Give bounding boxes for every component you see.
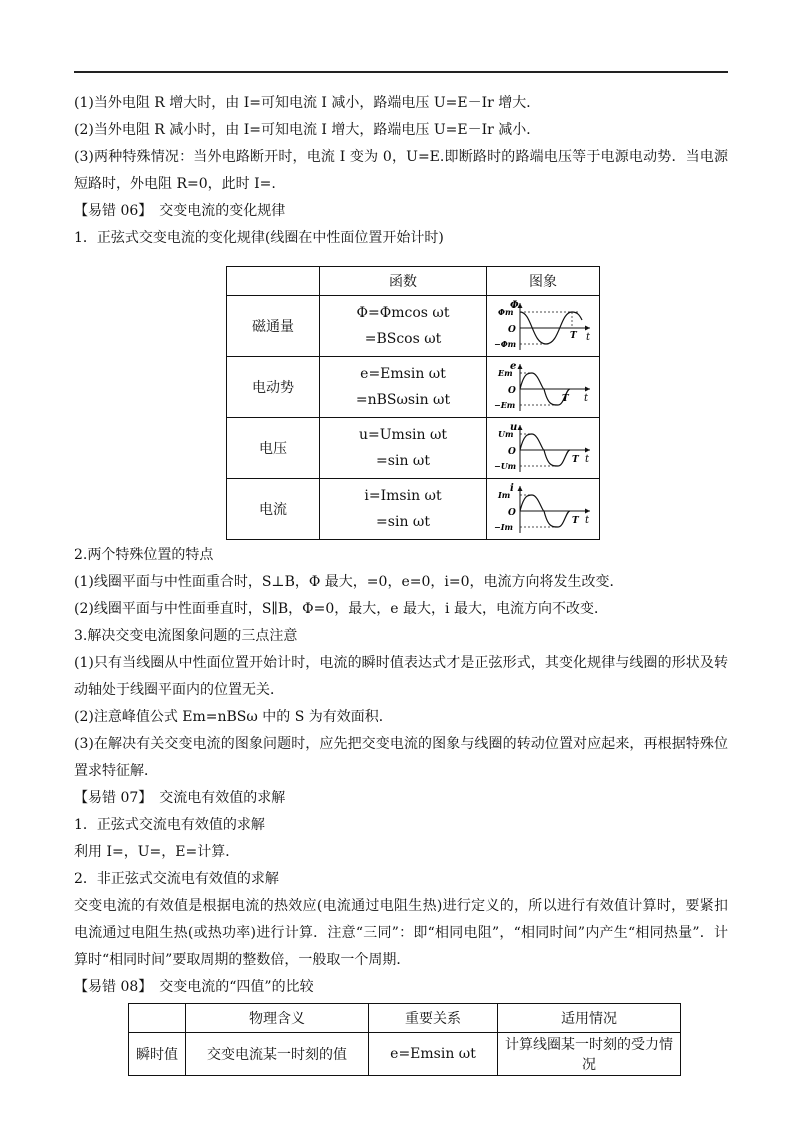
section-heading-06: 【易错 06】 交变电流的变化规律	[74, 203, 286, 219]
period-label: T	[572, 455, 579, 465]
cosine-graph	[492, 300, 594, 352]
para-note-3: (3)在解决有关交变电流的图象问题时，应先把交变电流的图象与线圈的转动位置对应起来，再根据特殊位置求特征解．	[74, 736, 728, 779]
table-header-cell	[227, 267, 320, 296]
sine-graph	[492, 422, 594, 474]
table-cell: 计算线圈某一时刻的受力情况	[498, 1033, 681, 1076]
peak-label: Um	[498, 429, 514, 439]
table-row	[227, 479, 600, 540]
period-label: T	[570, 331, 577, 341]
para-note-1: (1)只有当线圈从中性面位置开始计时，电流的瞬时值表达式才是正弦形式，其变化规律与线圈的形状及转动轴处于线圈平面内的位置无关．	[74, 655, 728, 698]
subheading-sine-rms: 1．正弦式交流电有效值的求解	[74, 817, 265, 833]
time-label: t	[586, 332, 591, 343]
period-label: T	[572, 516, 579, 526]
trough-label: −Im	[494, 522, 513, 532]
origin-label: O	[508, 325, 516, 335]
time-label: t	[584, 393, 589, 404]
peak-label: Em	[498, 368, 513, 378]
section-heading-08: 【易错 08】 交变电流的“四值”的比较	[74, 979, 314, 995]
sine-law-table	[226, 266, 600, 540]
table-row	[227, 357, 600, 418]
time-label: t	[585, 454, 590, 465]
trough-label: −Um	[494, 461, 517, 471]
subheading-sine-law: 1．正弦式交变电流的变化规律(线圈在中性面位置开始计时)	[74, 230, 444, 246]
period-label: T	[562, 394, 569, 404]
table-header-row	[227, 267, 600, 296]
formula-line: u=Umsin ωt	[359, 427, 447, 443]
function-cell	[320, 357, 487, 418]
axis-label: e	[510, 361, 517, 372]
table-header-cell: 适用情况	[498, 1004, 681, 1033]
formula-line: i=Imsin ωt	[364, 488, 442, 504]
para-nonsine-rms: 交变电流的有效值是根据电流的热效应(电流通过电阻生热)进行定义的，所以进行有效值计算时，要紧扣电流通过电阻生热(或热功率)进行计算．注意“三同”：即“相同电阻”，“相同时间”内产生“相同热量”．计算时“相同时间”要取周期的整数倍，一般取一个周期．	[74, 898, 728, 968]
formula-line: =nBSωsin ωt	[355, 392, 451, 408]
graph-cell	[487, 418, 600, 479]
origin-label: O	[508, 447, 516, 457]
graph-cell	[487, 479, 600, 540]
axis-label: Φ	[510, 300, 519, 311]
formula-line: =sin ωt	[376, 453, 430, 469]
para-special-cases: (3)两种特殊情况：当外电路断开时，电流 I 变为 0，U=E.即断路时的路端电压等于电源电动势．当电源短路时，外电阻 R=0，此时 I=.	[74, 149, 728, 192]
table-row	[227, 296, 600, 357]
quantity-name: 电压	[227, 418, 320, 479]
section-heading-07: 【易错 07】 交流电有效值的求解	[74, 790, 286, 806]
four-values-table	[128, 1003, 681, 1076]
table-header-cell: 重要关系	[369, 1004, 498, 1033]
peak-label: Φm	[498, 307, 514, 317]
para-coincide-neutral: (1)线圈平面与中性面重合时，S⊥B，Φ 最大，=0，e=0，i=0，电流方向将发生改变．	[74, 574, 624, 590]
table-row	[227, 418, 600, 479]
graph-cell	[487, 357, 600, 418]
para-sine-rms: 利用 I=，U=，E=计算．	[74, 844, 240, 860]
trough-label: −Φm	[494, 339, 517, 349]
formula-line: =sin ωt	[376, 514, 430, 530]
para-perpendicular-neutral: (2)线圈平面与中性面垂直时，S∥B，Φ=0，最大，e 最大，i 最大，电流方向不改变．	[74, 601, 608, 617]
function-cell	[320, 418, 487, 479]
table-header-cell: 图象	[487, 267, 600, 296]
origin-label: O	[508, 386, 516, 396]
table-cell: 交变电流某一时刻的值	[186, 1033, 369, 1076]
table-header-cell: 物理含义	[186, 1004, 369, 1033]
subheading-nonsine-rms: 2．非正弦式交流电有效值的求解	[74, 871, 279, 887]
trough-label: −Em	[494, 400, 516, 410]
para-outer-resistance-increase: (1)当外电阻 R 增大时，由 I=可知电流 I 减小，路端电压 U=E－Ir 增大．	[74, 95, 541, 111]
table-header-row	[129, 1004, 681, 1033]
table-cell: e=Emsin ωt	[369, 1033, 498, 1076]
para-outer-resistance-decrease: (2)当外电阻 R 减小时，由 I=可知电流 I 增大，路端电压 U=E－Ir 减小．	[74, 122, 541, 138]
sine-graph	[492, 361, 594, 413]
function-cell	[320, 479, 487, 540]
formula-line: =BScos ωt	[364, 331, 442, 347]
subheading-special-positions: 2.两个特殊位置的特点	[74, 547, 214, 563]
para-note-2: (2)注意峰值公式 Em=nBSω 中的 S 为有效面积．	[74, 709, 393, 725]
quantity-name: 电动势	[227, 357, 320, 418]
peak-label: Im	[498, 490, 511, 500]
function-cell	[320, 296, 487, 357]
table-cell: 瞬时值	[129, 1033, 186, 1076]
formula-line: e=Emsin ωt	[360, 366, 446, 382]
axis-label: u	[510, 422, 518, 433]
time-label: t	[585, 515, 590, 526]
axis-label: i	[510, 483, 514, 494]
header-rule	[74, 71, 728, 73]
origin-label: O	[508, 508, 516, 518]
quantity-name: 电流	[227, 479, 320, 540]
graph-cell	[487, 296, 600, 357]
table-header-cell: 函数	[320, 267, 487, 296]
table-row	[129, 1033, 681, 1076]
formula-line: Φ=Φmcos ωt	[356, 305, 450, 321]
document-body	[74, 90, 728, 1076]
table-header-cell	[129, 1004, 186, 1033]
subheading-three-notes: 3.解决交变电流图象问题的三点注意	[74, 628, 298, 644]
sine-graph	[492, 483, 594, 535]
quantity-name: 磁通量	[227, 296, 320, 357]
